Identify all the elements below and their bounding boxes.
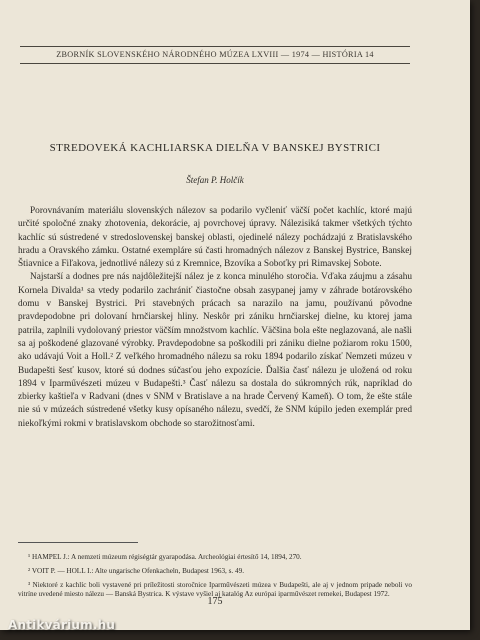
article-title: STREDOVEKÁ KACHLIARSKA DIELŇA V BANSKEJ BYSTRICI <box>49 142 381 154</box>
article-author: Štefan P. Holčík <box>186 175 244 185</box>
body-paragraph: Najstarší a dodnes pre nás najdôležitejší nález je z konca minulého storočia. Vďaka záujmu a zásahu Kornela Divalda¹ sa vtedy podarilo zachrániť čiastočne obsah zasypanej jamy v záhrade botárovského domu v Banskej Bystrici. Pri stavebných prácach sa narazilo na jamu, používanú pôvodne pravdepodobne pri dolovaní hrnčiarskej hliny. Neskôr pri zániku hrnčiarskej dielne, ku ktorej jama patrila, zaplnili vydolovaný priestor väčším množstvom kachlíc. Väčšina bola ešte neglazovaná, ale našli sa aj poškodené glazované výrobky. Pravdepodobne sa poškodili pri zániku dielne požiarom roku 1500, ako udávajú Voit a Holl.² Z veľkého hromadného nálezu sa roku 1894 podarilo získať Nemzeti múzeu v Budapešti šesť kusov, ktoré sú dodnes súčasťou jeho expozície. Ďalšia časť nálezu je uložená od roku 1894 v Iparművészeti múzeu v Budapešti.³ Časť nálezu sa dostala do súkromných rúk, napríklad do zbierky kaštieľa v Radvani (dnes v SNM v Bratislave a na hrade Červený Kameň). O tom, že ešte stále nie sú v múzeách sústredené všetky kusy opísaného nálezu, svedčí, že SNM kúpilo jeden exemplár pred niekoľkými rokmi v bratislavskom obchode so starožitnosťami. <box>18 272 412 429</box>
footnote: ² VOIT P. — HOLL I.: Alte ungarische Ofenkacheln, Budapest 1963, s. 49. <box>28 566 245 575</box>
page-number: 175 <box>207 596 223 607</box>
footnote-divider <box>18 542 138 543</box>
site-watermark: Antikvárium.hu <box>8 618 116 632</box>
body-paragraph: Porovnávaním materiálu slovenských nálezov sa podarilo vyčleniť väčší počet kachlíc, ktoré majú určité spoločné znaky zhotovenia, dekorácie, aj povrchovej úpravy. Nálezisiká takmer všetkých týchto kachlíc sú sústredené v stredoslovenskej banskej oblasti, ojedinelé nálezy pochádzajú z Bratislavského hradu a Oravského zámku. Ostatné exempláre sú časti hromadných nálezov z Banskej Bystrice, Banskej Štiavnice a Fiľakova, jednotlivé nálezy sú z Kremnice, Bzovíka a Soboťky pri Rimavskej Sobote. <box>18 206 412 270</box>
article-body <box>18 205 412 431</box>
footnote: ³ Niektoré z kachlíc boli vystavené pri príležitosti storočnice Iparművészeti múzea v Budapešti, ale aj v jednom pripade neboli vo vitríne uvedené miesto nálezu — Banská Bystrica. K výstave vyšiel aj katalóg Az európai iparművészet remekei, Budapest 1972. <box>18 580 412 599</box>
running-header: ZBORNÍK SLOVENSKÉHO NÁRODNÉHO MÚZEA LXVIII — 1974 — HISTÓRIA 14 <box>20 46 410 64</box>
footnote: ¹ HAMPEL J.: A nemzeti múzeum régiségtár gyarapodása. Archeológiai értesítő 14, 1894, 270. <box>28 553 302 561</box>
